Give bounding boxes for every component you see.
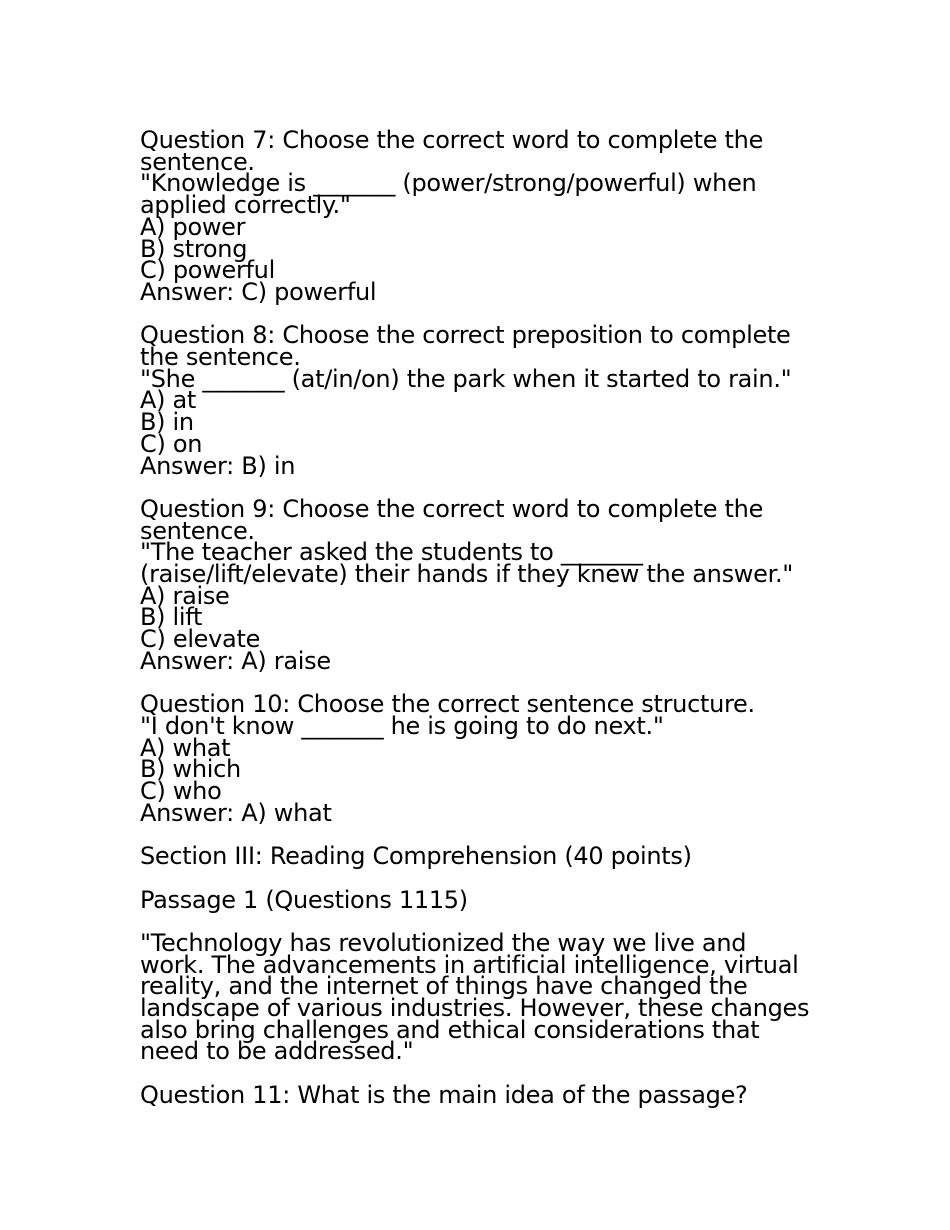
- passage-line-4: landscape of various industries. However, these changes: [140, 994, 810, 1023]
- question-9-option-a: A) raise: [140, 581, 230, 610]
- question-7-option-b: B) strong: [140, 234, 248, 263]
- question-10-sentence: "I don't know _______ he is going to do next.": [140, 711, 664, 740]
- question-11: [140, 1080, 820, 1109]
- question-9-prompt-line-1: Question 9: Choose the correct word to complete the: [140, 494, 764, 523]
- question-7-option-a: A) power: [140, 212, 246, 241]
- passage-heading: [140, 885, 820, 914]
- passage-line-6: need to be addressed.": [140, 1037, 414, 1066]
- passage-text: [140, 928, 820, 1066]
- question-10-option-a: A) what: [140, 733, 231, 762]
- question-10-option-c: C) who: [140, 777, 222, 806]
- passage-line-5: also bring challenges and ethical considerations that: [140, 1015, 760, 1044]
- question-9-sentence-line-2: (raise/lift/elevate) their hands if they knew the answer.": [140, 560, 794, 589]
- passage-heading-text: Passage 1 (Questions 1115): [140, 885, 468, 914]
- question-7-prompt-line-2: sentence.: [140, 147, 255, 176]
- question-8-prompt-line-1: Question 8: Choose the correct preposition to complete: [140, 321, 791, 350]
- question-8-option-c: C) on: [140, 429, 203, 458]
- document-page: [140, 126, 820, 1128]
- question-10: [140, 690, 820, 827]
- question-11-prompt: Question 11: What is the main idea of the passage?: [140, 1080, 748, 1109]
- question-9-sentence-line-1: "The teacher asked the students to _______: [140, 538, 643, 567]
- question-10-option-b: B) which: [140, 755, 241, 784]
- question-7-sentence-line-1: "Knowledge is _______ (power/strong/powerful) when: [140, 169, 757, 198]
- question-9-answer: Answer: A) raise: [140, 646, 331, 675]
- question-9-prompt-line-2: sentence.: [140, 516, 255, 545]
- passage-line-2: work. The advancements in artificial intelligence, virtual: [140, 950, 799, 979]
- question-8: [140, 321, 820, 480]
- passage-line-3: reality, and the internet of things have changed the: [140, 972, 748, 1001]
- question-7-prompt-line-1: Question 7: Choose the correct word to complete the: [140, 126, 764, 154]
- section-heading: [140, 842, 820, 871]
- question-9-option-c: C) elevate: [140, 625, 261, 654]
- section-heading-text: Section III: Reading Comprehension (40 points): [140, 842, 692, 871]
- question-8-option-a: A) at: [140, 386, 197, 415]
- question-9: [140, 494, 820, 675]
- question-10-answer: Answer: A) what: [140, 798, 332, 827]
- question-7: [140, 126, 820, 306]
- question-10-prompt: Question 10: Choose the correct sentence structure.: [140, 690, 755, 719]
- question-7-option-c: C) powerful: [140, 256, 275, 285]
- question-8-option-b: B) in: [140, 408, 194, 437]
- question-8-sentence: "She _______ (at/in/on) the park when it started to rain.": [140, 364, 792, 393]
- question-7-answer: Answer: C) powerful: [140, 277, 377, 306]
- question-7-sentence-line-2: applied correctly.": [140, 191, 351, 220]
- question-8-answer: Answer: B) in: [140, 451, 296, 480]
- question-8-prompt-line-2: the sentence.: [140, 343, 301, 372]
- passage-line-1: "Technology has revolutionized the way we live and: [140, 928, 747, 957]
- question-9-option-b: B) lift: [140, 603, 203, 632]
